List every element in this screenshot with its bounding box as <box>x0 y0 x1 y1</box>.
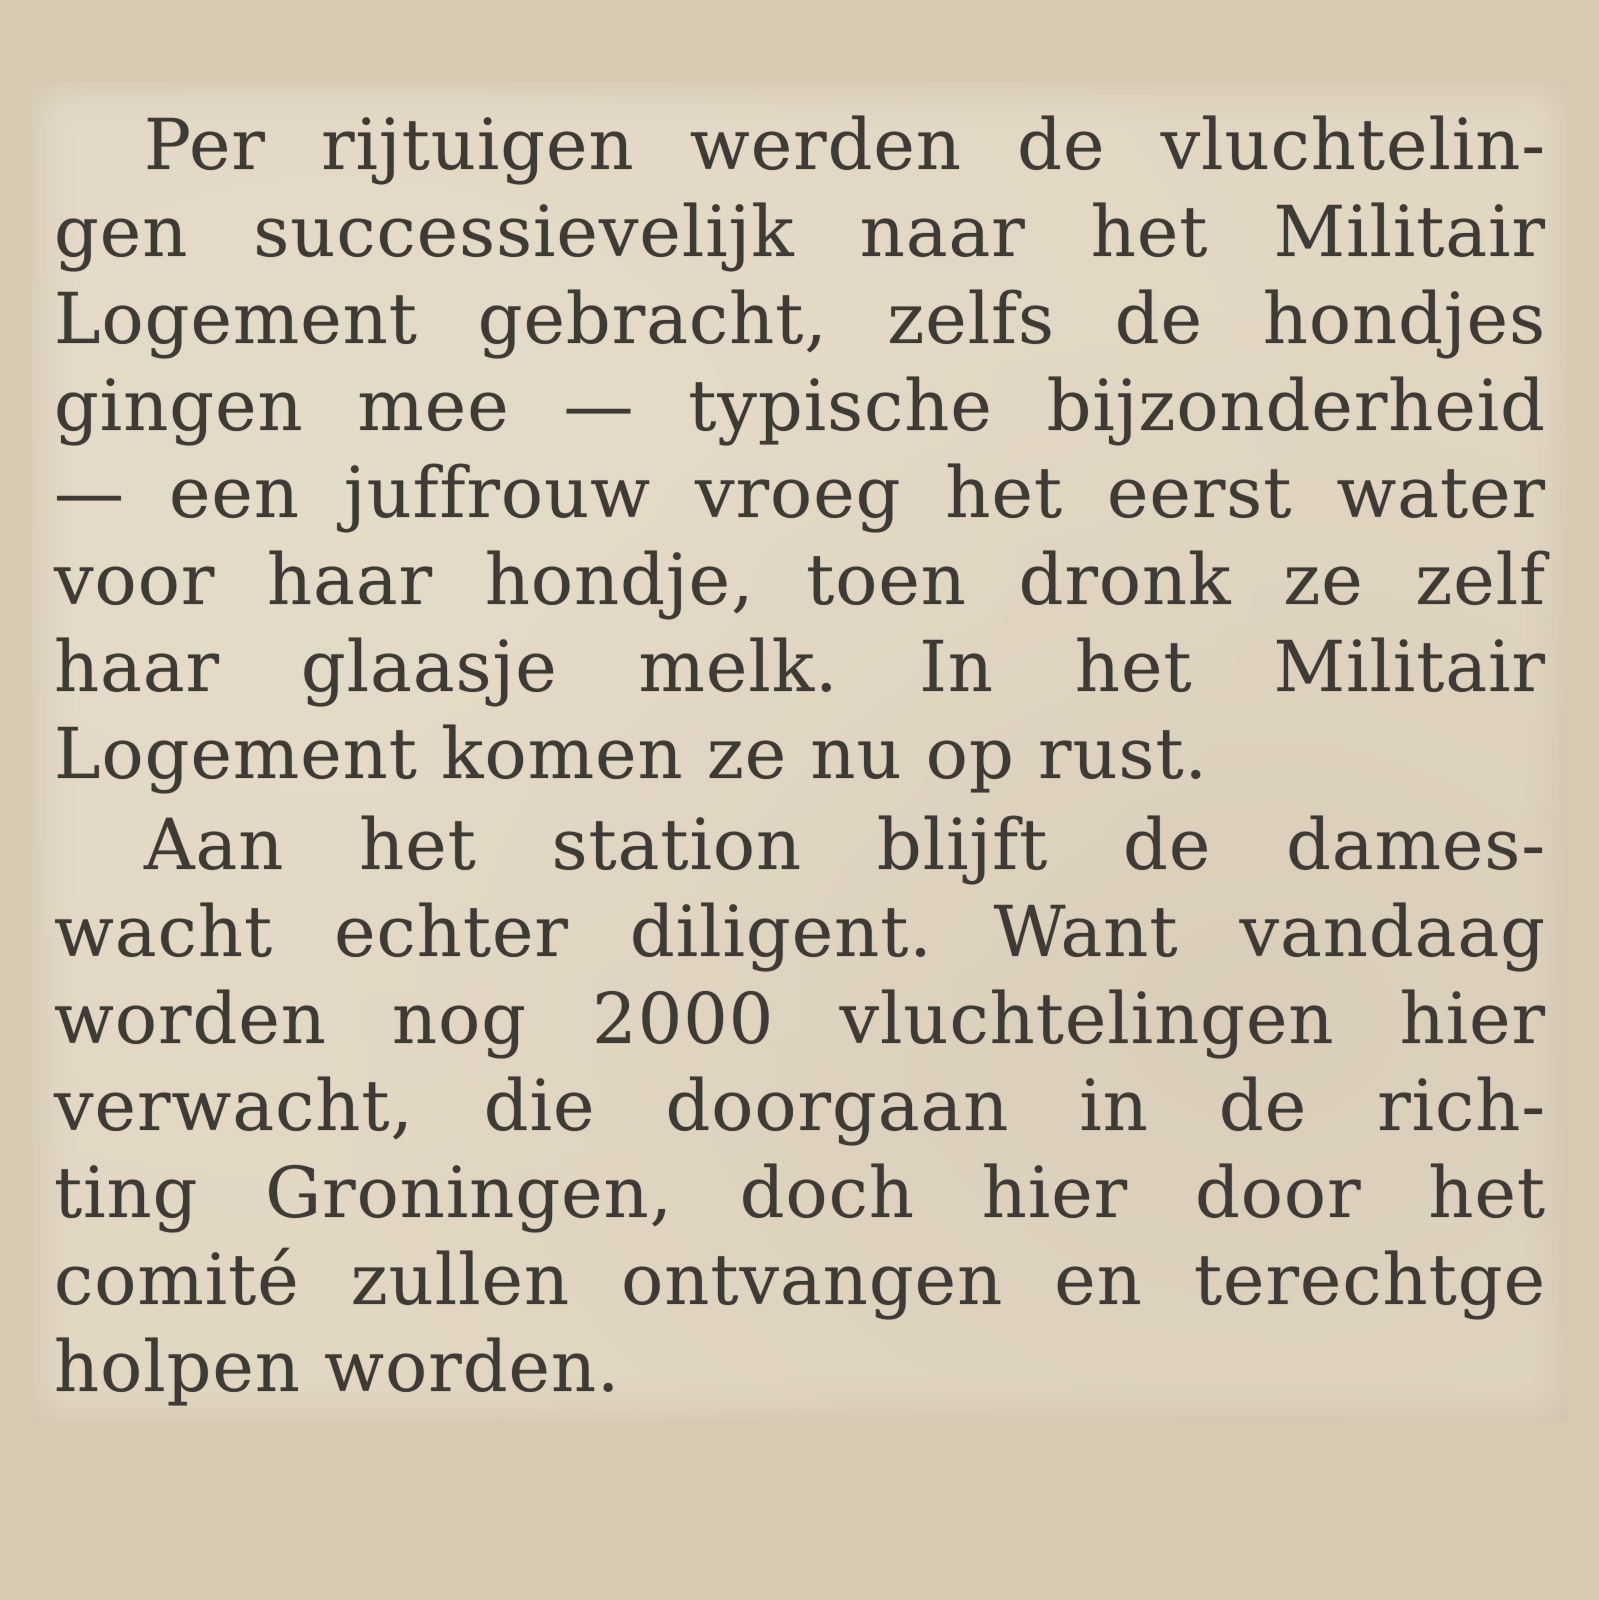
text-line: Per rijtuigen werden de vluchtelin- <box>144 104 1546 186</box>
text-line: worden nog 2000 vluchtelingen hier <box>54 978 1546 1060</box>
text-line: gen successievelijk naar het Militair <box>54 191 1546 273</box>
text-line: Logement gebracht, zelfs de hondjes <box>54 278 1546 360</box>
article-paragraph-2 <box>54 802 1546 1411</box>
newspaper-clipping <box>32 82 1568 1422</box>
text-line: verwacht, die doorgaan in de rich- <box>54 1065 1546 1147</box>
text-line: voor haar hondje, toen dronk ze zelf <box>54 539 1546 621</box>
text-line: gingen mee — typische bijzonderheid <box>54 365 1546 447</box>
text-line: Aan het station blijft de dames- <box>144 804 1546 886</box>
article-paragraph-1 <box>54 102 1546 798</box>
text-line: comité zullen ontvangen en terechtge <box>54 1239 1546 1321</box>
text-line: holpen worden. <box>54 1326 621 1408</box>
text-line: ting Groningen, doch hier door het <box>54 1152 1546 1234</box>
text-line: haar glaasje melk. In het Militair <box>54 626 1546 708</box>
text-line: Logement komen ze nu op rust. <box>54 713 1208 795</box>
text-line: — een juffrouw vroeg het eerst water <box>54 452 1546 534</box>
text-line: wacht echter diligent. Want vandaag <box>54 891 1546 973</box>
